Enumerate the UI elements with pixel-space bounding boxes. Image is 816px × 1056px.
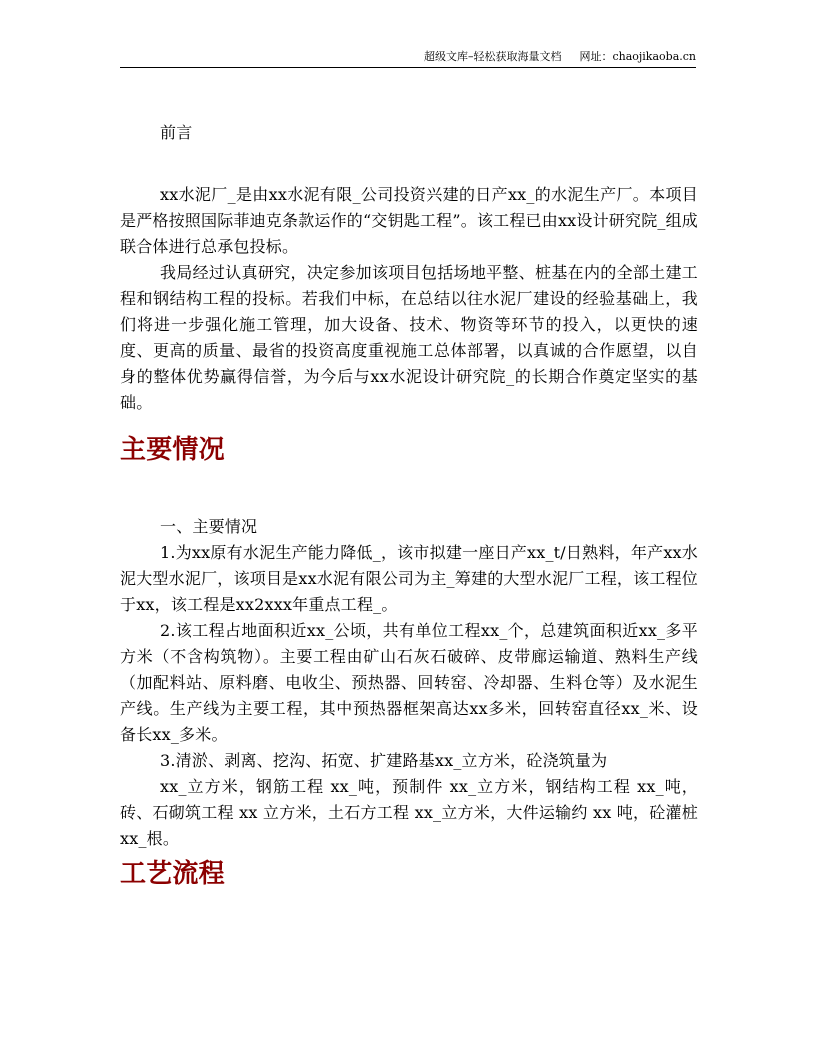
main-paragraph-1: 1.为xx原有水泥生产能力降低_，该市拟建一座日产xx_t/日熟料，年产xx水泥大型水泥厂，该项目是xx水泥有限公司为主_筹建的大型水泥厂工程，该工程位于xx，该工程是xx2xxx年重点工程_。 [120,543,698,614]
foreword-paragraph-2: 我局经过认真研究，决定参加该项目包括场地平整、桩基在内的全部土建工程和钢结构工程的投标。若我们中标，在总结以往水泥厂建设的经验基础上，我们将进一步强化施工管理，加大设备、技术、物资等环节的投入，以更快的速度、更高的质量、最省的投资高度重视施工总体部署，以真诚的合作愿望，以自身的整体优势赢得信誉，为今后与xx水泥设计研究院_的长期合作奠定坚实的基础。 [120,263,698,412]
foreword-title: 前言 [160,123,193,142]
foreword-paragraph-1: xx水泥厂_是由xx水泥有限_公司投资兴建的日产xx_的水泥生产厂。本项目是严格按照国际菲迪克条款运作的“交钥匙工程”。该工程已由xx设计研究院_组成联合体进行总承包投标。 [120,185,699,256]
page-header [120,50,696,64]
main-paragraph-2: 2.该工程占地面积近xx_公顷，共有单位工程xx_个，总建筑面积近xx_多平方米（不含构筑物）。主要工程由矿山石灰石破碎、皮带廊运输道、熟料生产线（加配料站、原料磨、电收尘、预热器、回转窑、冷却器、生料仓等）及水泥生产线。生产线为主要工程，其中预热器框架高达xx多米，回转窑直径xx_米、设备长xx_多米。 [120,621,698,744]
header-url: 网址：chaojikaoba.cn [579,50,696,63]
document-body [120,120,698,894]
section-heading-process: 工艺流程 [120,859,225,889]
main-paragraph-4: xx_立方米，钢筋工程 xx_吨，预制件 xx_立方米，钢结构工程 xx_吨，砖、石砌筑工程 xx 立方米，土石方工程 xx_立方米，大件运输约 xx 吨，砼灌桩 xx_根。 [120,777,698,848]
section-subheading: 一、主要情况 [160,517,258,536]
main-paragraph-3: 3.清淤、剥离、挖沟、拓宽、扩建路基xx_立方米，砼浇筑量为 [160,751,608,770]
section-heading-main: 主要情况 [120,435,225,465]
header-divider [120,67,696,68]
header-site-name: 超级文库–轻松获取海量文档 [423,50,562,63]
